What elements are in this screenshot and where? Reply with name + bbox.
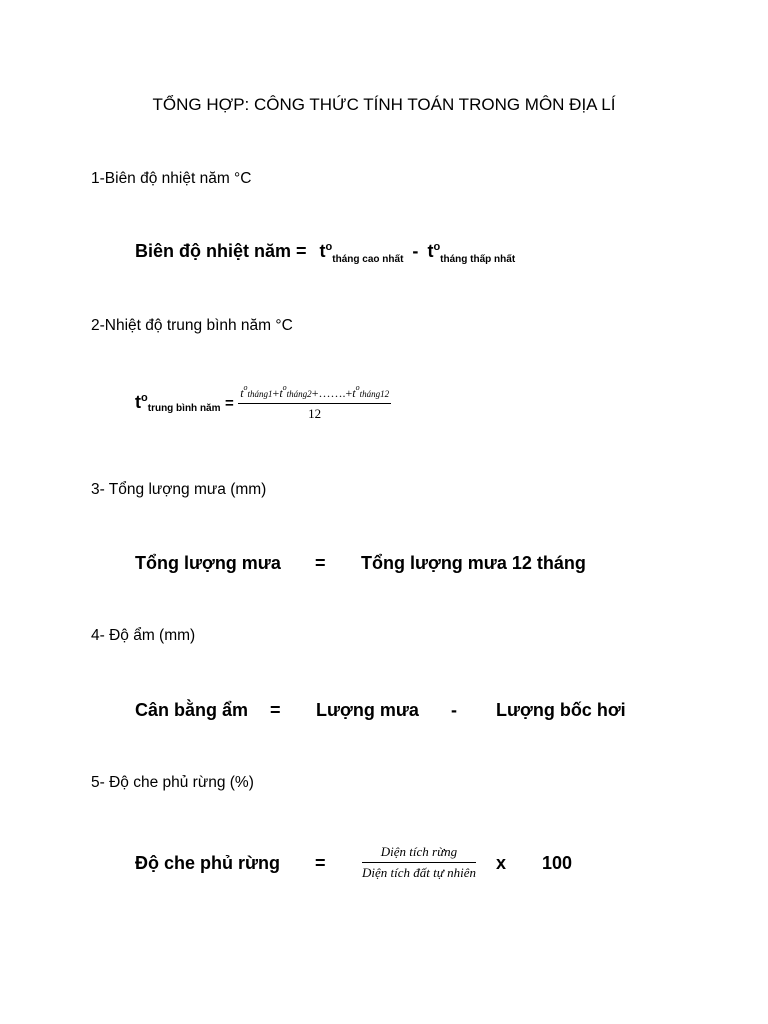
formula-2-fraction — [238, 383, 391, 422]
num-o1: o — [243, 383, 248, 392]
section-1-heading: 1-Biên độ nhiệt năm °C — [91, 170, 252, 187]
formula-1-t2: t — [427, 241, 434, 261]
formula-5-numerator: Diện tích rừng — [362, 844, 476, 863]
formula-4-op: - — [451, 700, 457, 720]
num-s2: tháng2 — [286, 389, 312, 399]
formula-1-deg2: o — [433, 241, 441, 253]
formula-5-fraction — [362, 844, 476, 881]
num-t3: t — [352, 386, 356, 400]
formula-2-eq: = — [224, 395, 234, 413]
num-o3: o — [355, 383, 360, 392]
num-o2: o — [282, 383, 287, 392]
formula-2-sub: trung bình năm — [147, 403, 221, 415]
formula-4-lhs: Cân bằng ẩm — [135, 700, 249, 720]
section-4-heading: 4- Độ ẩm (mm) — [91, 627, 196, 644]
formula-1-op: - — [412, 241, 419, 261]
formula-2-numerator — [238, 383, 391, 404]
num-t1: t — [240, 386, 244, 400]
formula-1-sub1: tháng cao nhất — [332, 254, 404, 265]
formula-mean-temperature — [135, 383, 391, 422]
formula-5-denominator: Diện tích đất tự nhiên — [362, 865, 476, 880]
formula-5-factor: 100 — [542, 853, 573, 873]
formula-5-eq: = — [315, 853, 326, 873]
num-t2: t — [279, 386, 283, 400]
num-s3: tháng12 — [359, 389, 390, 399]
formula-5-lhs: Độ che phủ rừng — [135, 853, 281, 873]
formula-1-t1: t — [319, 241, 326, 261]
page-title: TỔNG HỢP: CÔNG THỨC TÍNH TOÁN TRONG MÔN ĐỊA LÍ — [152, 95, 616, 114]
formula-2-denominator: 12 — [308, 406, 322, 421]
formula-4-eq: = — [270, 700, 281, 720]
formula-3-lhs: Tổng lượng mưa — [135, 553, 281, 573]
formula-2-t: t — [135, 392, 141, 413]
formula-temperature-range — [135, 241, 516, 265]
num-s1: tháng1 — [247, 389, 273, 399]
formula-5-times: x — [496, 853, 507, 873]
num-plus1: + — [272, 386, 280, 400]
formula-4-evaporation: Lượng bốc hơi — [496, 700, 626, 720]
formula-3-rhs: Tổng lượng mưa 12 tháng — [361, 553, 586, 573]
formula-1-lhs: Biên độ nhiệt năm = — [135, 241, 307, 261]
formula-2-deg: o — [141, 392, 148, 405]
num-dots: +…….+ — [311, 386, 353, 400]
section-3-heading: 3- Tổng lượng mưa (mm) — [91, 481, 267, 498]
section-2-heading: 2-Nhiệt độ trung bình năm °C — [91, 317, 293, 334]
section-5-heading: 5- Độ che phủ rừng (%) — [91, 774, 254, 791]
formula-1-sub2: tháng thấp nhất — [440, 254, 516, 265]
formula-3-eq: = — [315, 553, 326, 573]
formula-1-deg1: o — [325, 241, 333, 253]
formula-4-rainfall: Lượng mưa — [316, 700, 419, 720]
